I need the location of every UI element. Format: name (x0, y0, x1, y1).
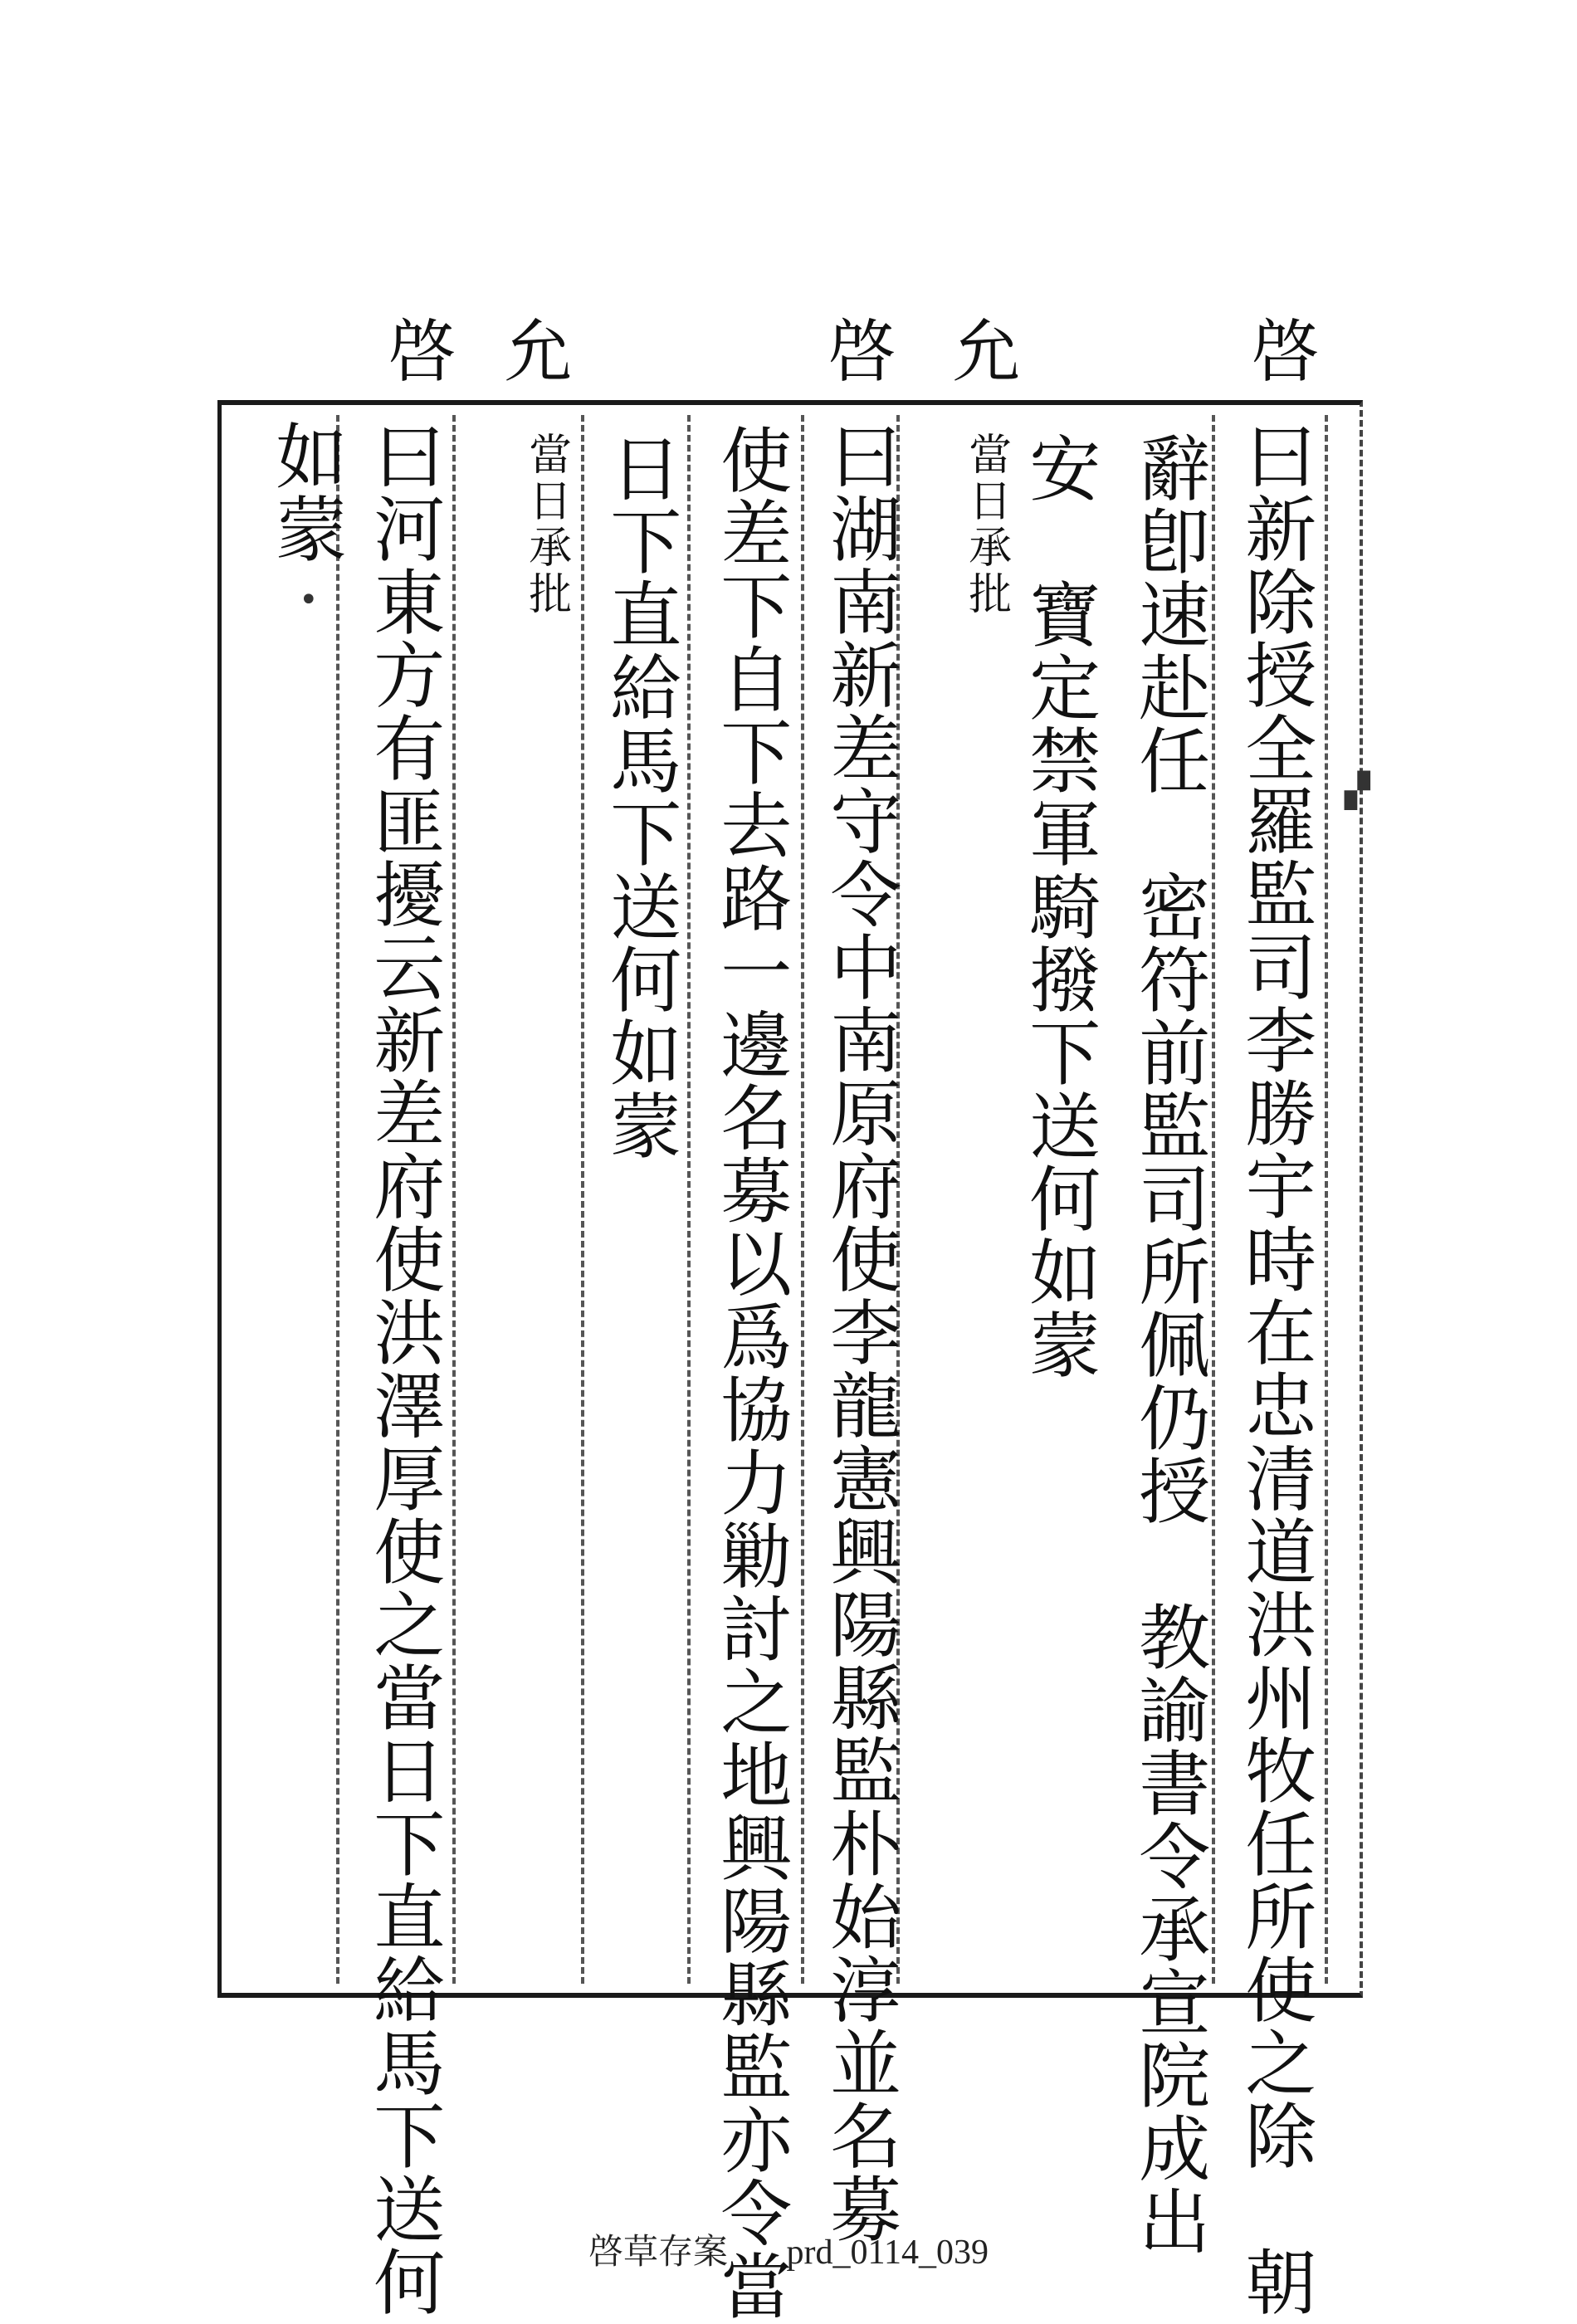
column-rule (581, 415, 584, 1984)
column-rule (1212, 415, 1215, 1984)
column-rule (687, 415, 691, 1984)
header-mark: 允 (941, 315, 1020, 383)
margin-mark: ▞ (1345, 772, 1370, 810)
text-column: 安 寶定禁軍騎撥下送何如蒙 (1017, 432, 1101, 1381)
column-rule (801, 415, 804, 1984)
header-mark: 啓 (377, 315, 456, 383)
text-column: 曰湖南新差守令中南原府使李龍憲興陽縣監朴始淳並名募 (818, 419, 901, 2245)
collection-title: 啓草存案 (588, 2234, 729, 2272)
header-mark: 啓 (817, 315, 896, 383)
text-column: 曰河東方有匪擾云新差府使洪澤厚使之當日下直給馬下送何 (361, 419, 445, 2318)
column-rule (1325, 415, 1328, 1984)
text-column: 使差下自下去路一邊名募以爲協力勦討之地興陽縣監亦令當 (708, 423, 792, 2322)
text-column: 日下直給馬下送何如蒙 (598, 432, 681, 1162)
column-rule (452, 415, 456, 1984)
text-column: 如蒙 (263, 419, 347, 565)
document-id: prd_0114_039 (786, 2234, 989, 2272)
footer-caption (0, 2224, 1577, 2274)
header-mark: 允 (493, 315, 572, 383)
text-column: 曰新除授全羅監司李勝宇時在忠清道洪州牧任所使之除 朝 (1233, 419, 1316, 2318)
header-mark: 啓 (1240, 315, 1319, 383)
dot-mark: • (299, 581, 319, 619)
column-rule (336, 415, 339, 1984)
approval-note: 當日承批 (520, 432, 571, 618)
approval-note: 當日承批 (960, 432, 1011, 618)
text-column: 辭卽速赴任 密符前監司所佩仍授 教諭書令承宣院成出 (1126, 432, 1210, 2258)
